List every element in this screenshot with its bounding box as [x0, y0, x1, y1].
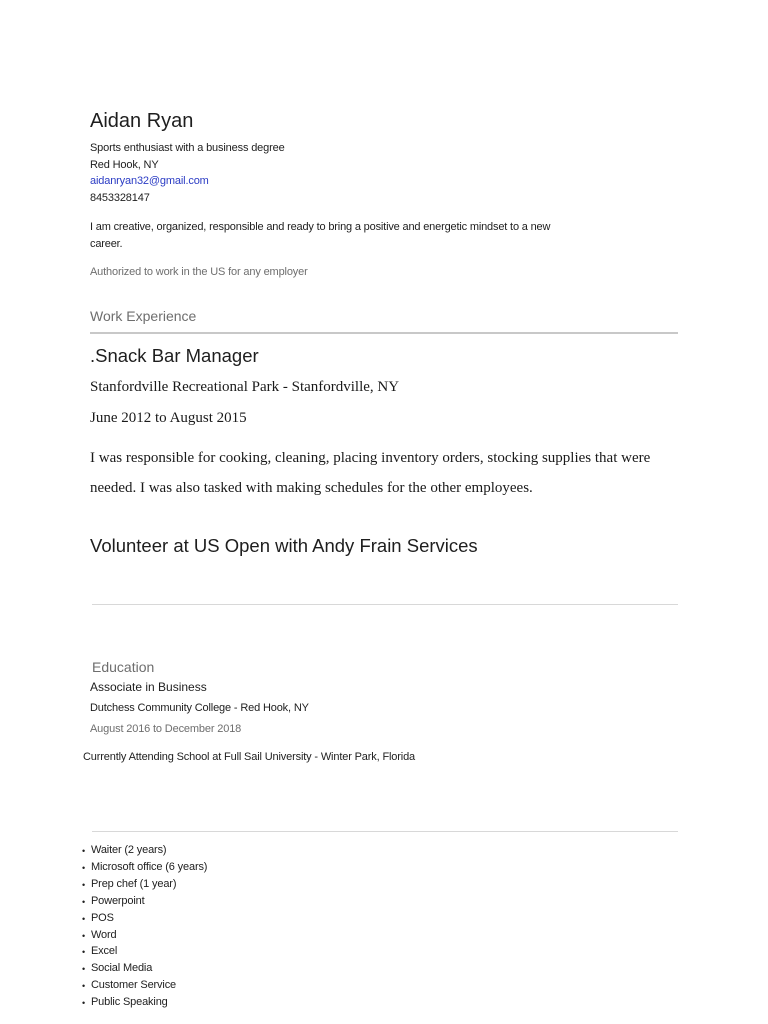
- section-heading-education: Education: [92, 659, 155, 675]
- contact-info: [90, 140, 285, 207]
- skills-list: [82, 842, 207, 1011]
- skill-item: • Microsoft office (6 years): [82, 859, 207, 876]
- location: Red Hook, NY: [90, 158, 159, 171]
- skill-item: • Customer Service: [82, 977, 207, 994]
- education-degree: Associate in Business: [90, 680, 207, 694]
- email-link[interactable]: aidanryan32@gmail.com: [90, 175, 209, 188]
- job-company: Stanfordville Recreational Park - Stanfordville, NY: [90, 379, 400, 395]
- job-dates: June 2012 to August 2015: [90, 410, 247, 426]
- skill-item: • Word: [82, 927, 207, 944]
- headline: Sports enthusiast with a business degree: [90, 142, 285, 154]
- education-dates: August 2016 to December 2018: [90, 723, 242, 735]
- section-divider: [90, 332, 678, 334]
- job-title: .Snack Bar Manager: [90, 345, 259, 366]
- skill-item: • Powerpoint: [82, 893, 207, 910]
- section-heading-work-experience: Work Experience: [90, 308, 197, 324]
- section-divider: [92, 604, 678, 605]
- work-authorization: Authorized to work in the US for any employer: [90, 266, 308, 278]
- skill-item: • Excel: [82, 943, 207, 960]
- education-school: Dutchess Community College - Red Hook, NY: [90, 702, 309, 714]
- skill-item: • Waiter (2 years): [82, 842, 207, 859]
- summary: I am creative, organized, responsible and ready to bring a positive and energetic mindset to a new career.: [90, 221, 551, 250]
- phone-number: 8453328147: [90, 192, 150, 205]
- skill-item: • Social Media: [82, 960, 207, 977]
- section-divider: [92, 831, 678, 832]
- skill-item: • Public Speaking: [82, 994, 207, 1011]
- skill-item: • Prep chef (1 year): [82, 876, 207, 893]
- job-description: I was responsible for cooking, cleaning, placing inventory orders, stocking supplies that were needed. I was also tasked with making schedules for the other employees.: [90, 450, 651, 496]
- skill-item: • POS: [82, 910, 207, 927]
- candidate-name: Aidan Ryan: [90, 110, 194, 132]
- education-note: Currently Attending School at Full Sail University - Winter Park, Florida: [83, 751, 416, 763]
- job-title: Volunteer at US Open with Andy Frain Services: [90, 535, 478, 556]
